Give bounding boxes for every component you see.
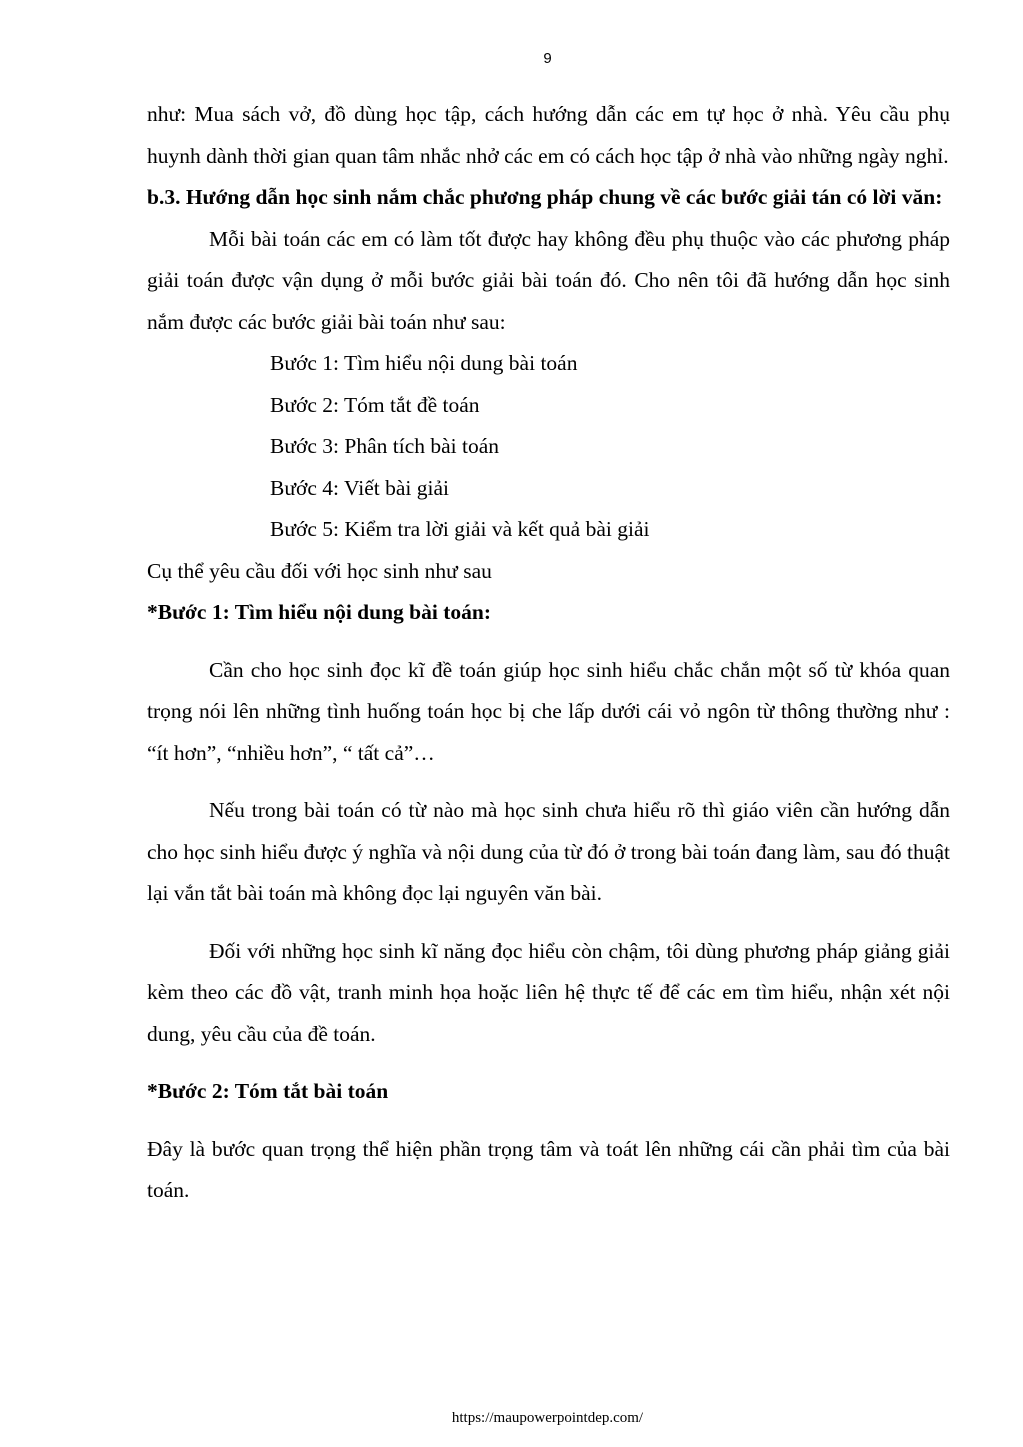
footer-url: https://maupowerpointdep.com/: [451, 1410, 644, 1426]
paragraph-intro: như: Mua sách vở, đồ dùng học tập, cách hướng dẫn các em tự học ở nhà. Yêu cầu phụ huynh dành thời gian quan tâm nhắc nhở các em có cách học tập ở nhà vào những ngày nghỉ.: [147, 102, 950, 168]
step-item-5: Bước 5: Kiểm tra lời giải và kết quả bài giải: [270, 517, 650, 541]
paragraph-step1-vocabulary: Nếu trong bài toán có từ nào mà học sinh chưa hiểu rõ thì giáo viên cần hướng dẫn cho học sinh hiểu được ý nghĩa và nội dung của từ đó ở trong bài toán đang làm, sau đó thuật lại vắn tắt bài toán mà không đọc lại nguyên văn bài.: [147, 798, 950, 905]
heading-step1: *Bước 1: Tìm hiểu nội dung bài toán:: [147, 600, 491, 624]
heading-step2: *Bước 2: Tóm tắt bài toán: [147, 1079, 389, 1103]
paragraph-requirements: Cụ thể yêu cầu đối với học sinh như sau: [147, 558, 492, 583]
paragraph-step2: Đây là bước quan trọng thể hiện phần trọng tâm và toát lên những cái cần phải tìm của bài toán.: [147, 1136, 950, 1202]
page-number: 9: [543, 50, 552, 67]
steps-list: [147, 343, 950, 551]
paragraph-step1-slow-readers: Đối với những học sinh kĩ năng đọc hiểu còn chậm, tôi dùng phương pháp giảng giải kèm theo các đồ vật, tranh minh họa hoặc liên hệ thực tế để các em tìm hiểu, nhận xét nội dung, yêu cầu của đề toán.: [147, 938, 950, 1046]
paragraph-methods: Mỗi bài toán các em có làm tốt được hay không đều phụ thuộc vào các phương pháp giải toán được vận dụng ở mỗi bước giải bài toán đó. Cho nên tôi đã hướng dẫn học sinh nắm được các bước giải bài toán như sau:: [147, 226, 950, 334]
step-item-4: Bước 4: Viết bài giải: [270, 475, 449, 500]
step-item-2: Bước 2: Tóm tắt đề toán: [270, 392, 480, 417]
step-item-1: Bước 1: Tìm hiểu nội dung bài toán: [270, 351, 578, 375]
document-body: [147, 94, 950, 1212]
paragraph-step1-reading: Cần cho học sinh đọc kĩ đề toán giúp học sinh hiểu chắc chắn một số từ khóa quan trọng nói lên những tình huống toán học bị che lấp dưới cái vỏ ngôn từ thông thường như : “ít hơn”, “nhiều hơn”, “ tất cả”…: [147, 657, 950, 765]
step-item-3: Bước 3: Phân tích bài toán: [270, 434, 500, 458]
heading-b3: b.3. Hướng dẫn học sinh nắm chắc phương pháp chung về các bước giải tán có lời văn:: [147, 185, 943, 209]
